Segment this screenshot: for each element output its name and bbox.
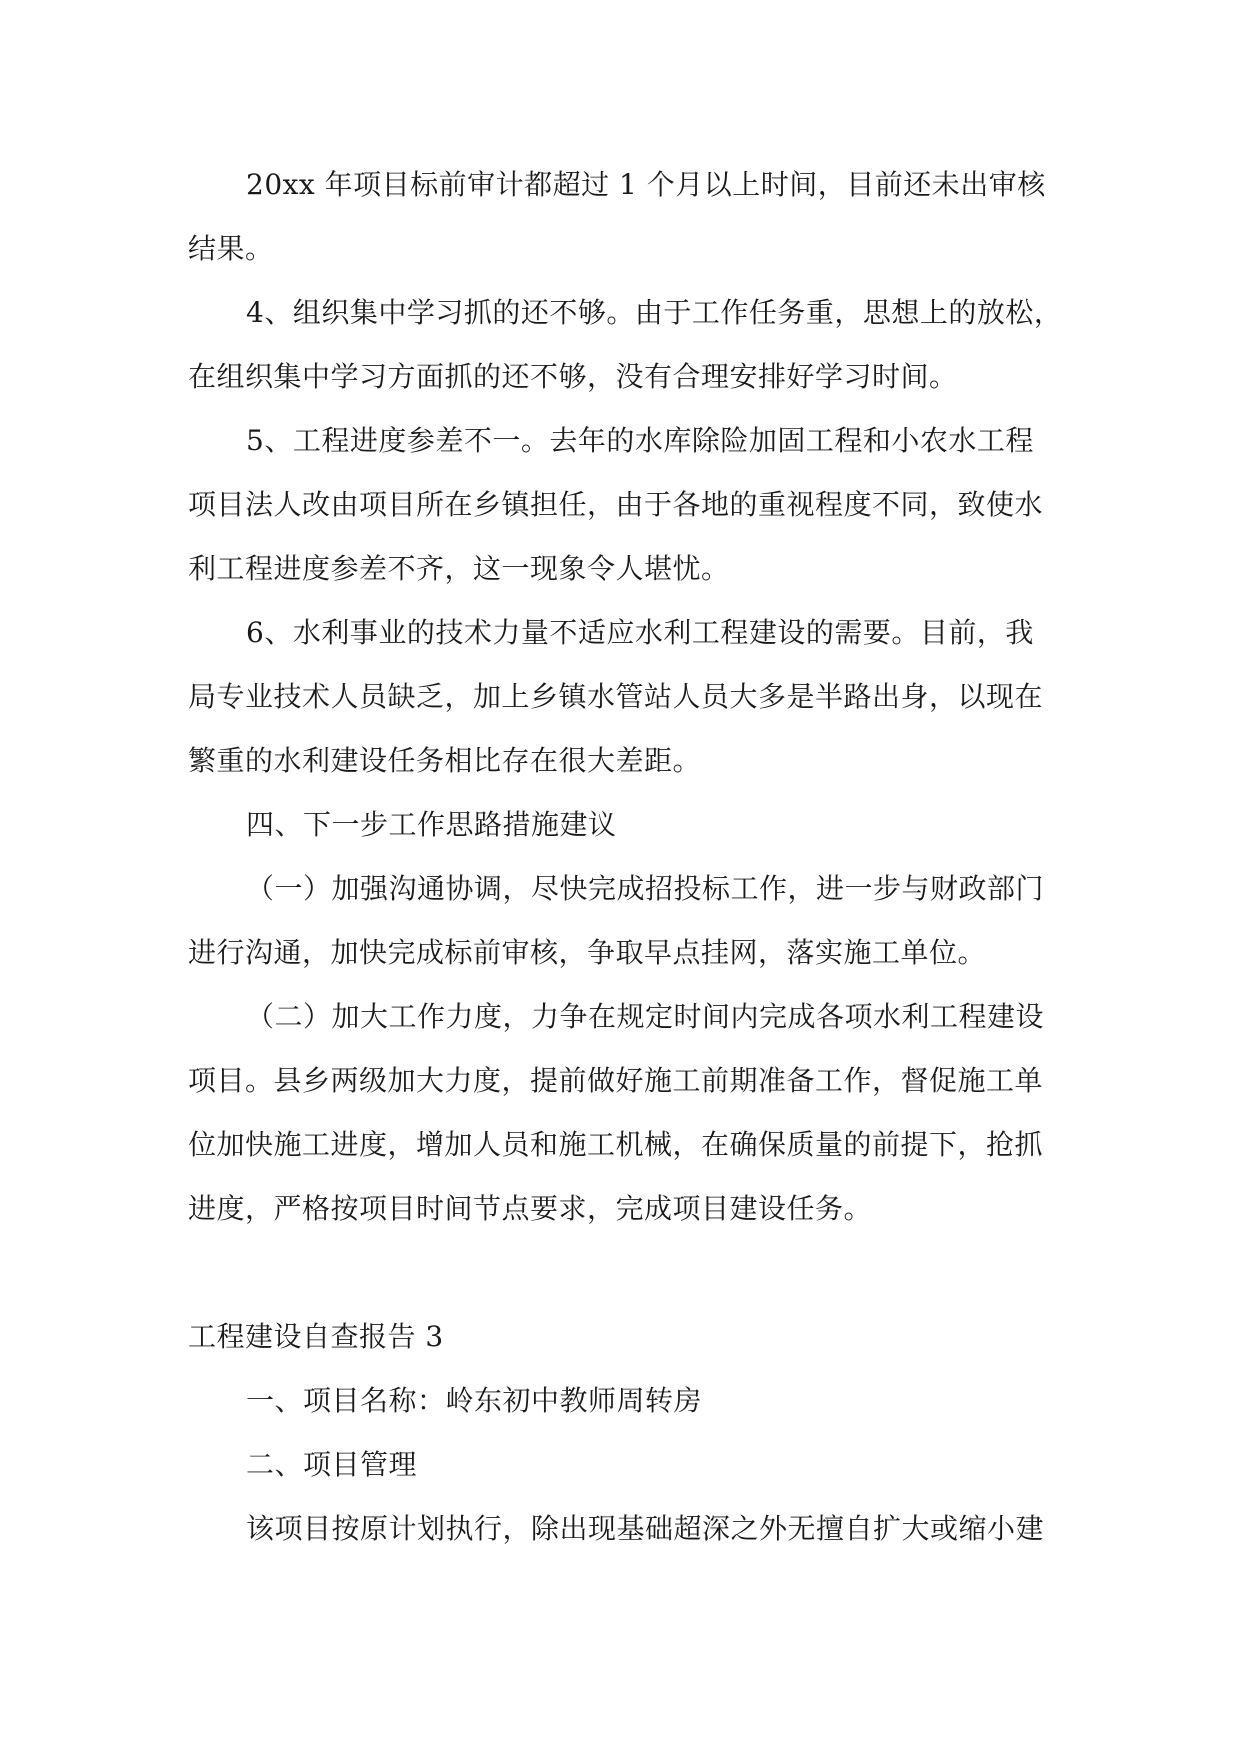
paragraph-line: 局专业技术人员缺乏，加上乡镇水管站人员大多是半路出身，以现在 <box>188 680 1044 713</box>
paragraph-line: 该项目按原计划执行，除出现基础超深之外无擅自扩大或缩小建 <box>246 1512 1045 1545</box>
paragraph-line: 5、工程进度参差不一。去年的水库除险加固工程和小农水工程 <box>246 424 1034 457</box>
paragraph-line: 进度，严格按项目时间节点要求，完成项目建设任务。 <box>188 1192 873 1225</box>
paragraph-line: （一）加强沟通协调，尽快完成招投标工作，进一步与财政部门 <box>246 872 1045 905</box>
paragraph-line: 繁重的水利建设任务相比存在很大差距。 <box>188 744 702 777</box>
paragraph-line: 利工程进度参差不齐，这一现象令人堪忧。 <box>188 552 730 585</box>
paragraph-line: 位加快施工进度，增加人员和施工机械，在确保质量的前提下，抢抓 <box>188 1128 1044 1161</box>
paragraph-line: 6、水利事业的技术力量不适应水利工程建设的需要。目前，我 <box>246 616 1034 649</box>
paragraph-line: 项目。县乡两级加大力度，提前做好施工前期准备工作，督促施工单 <box>188 1064 1044 1097</box>
paragraph-line: 结果。 <box>188 232 274 265</box>
paragraph-line: 进行沟通，加快完成标前审核，争取早点挂网，落实施工单位。 <box>188 936 987 969</box>
paragraph-line: 在组织集中学习方面抓的还不够，没有合理安排好学习时间。 <box>188 360 958 393</box>
report-title: 工程建设自查报告 3 <box>188 1320 444 1353</box>
paragraph-line: 项目法人改由项目所在乡镇担任，由于各地的重视程度不同，致使水 <box>188 488 1044 521</box>
paragraph-line: （二）加大工作力度，力争在规定时间内完成各项水利工程建设 <box>246 1000 1045 1033</box>
section-heading: 一、项目名称：岭东初中教师周转房 <box>246 1384 703 1417</box>
section-heading: 二、项目管理 <box>246 1448 418 1481</box>
paragraph-line: 4、组织集中学习抓的还不够。由于工作任务重，思想上的放松， <box>246 296 1063 329</box>
section-heading: 四、下一步工作思路措施建议 <box>246 808 617 841</box>
paragraph-line: 20xx 年项目标前审计都超过 1 个月以上时间，目前还未出审核 <box>246 168 1046 201</box>
